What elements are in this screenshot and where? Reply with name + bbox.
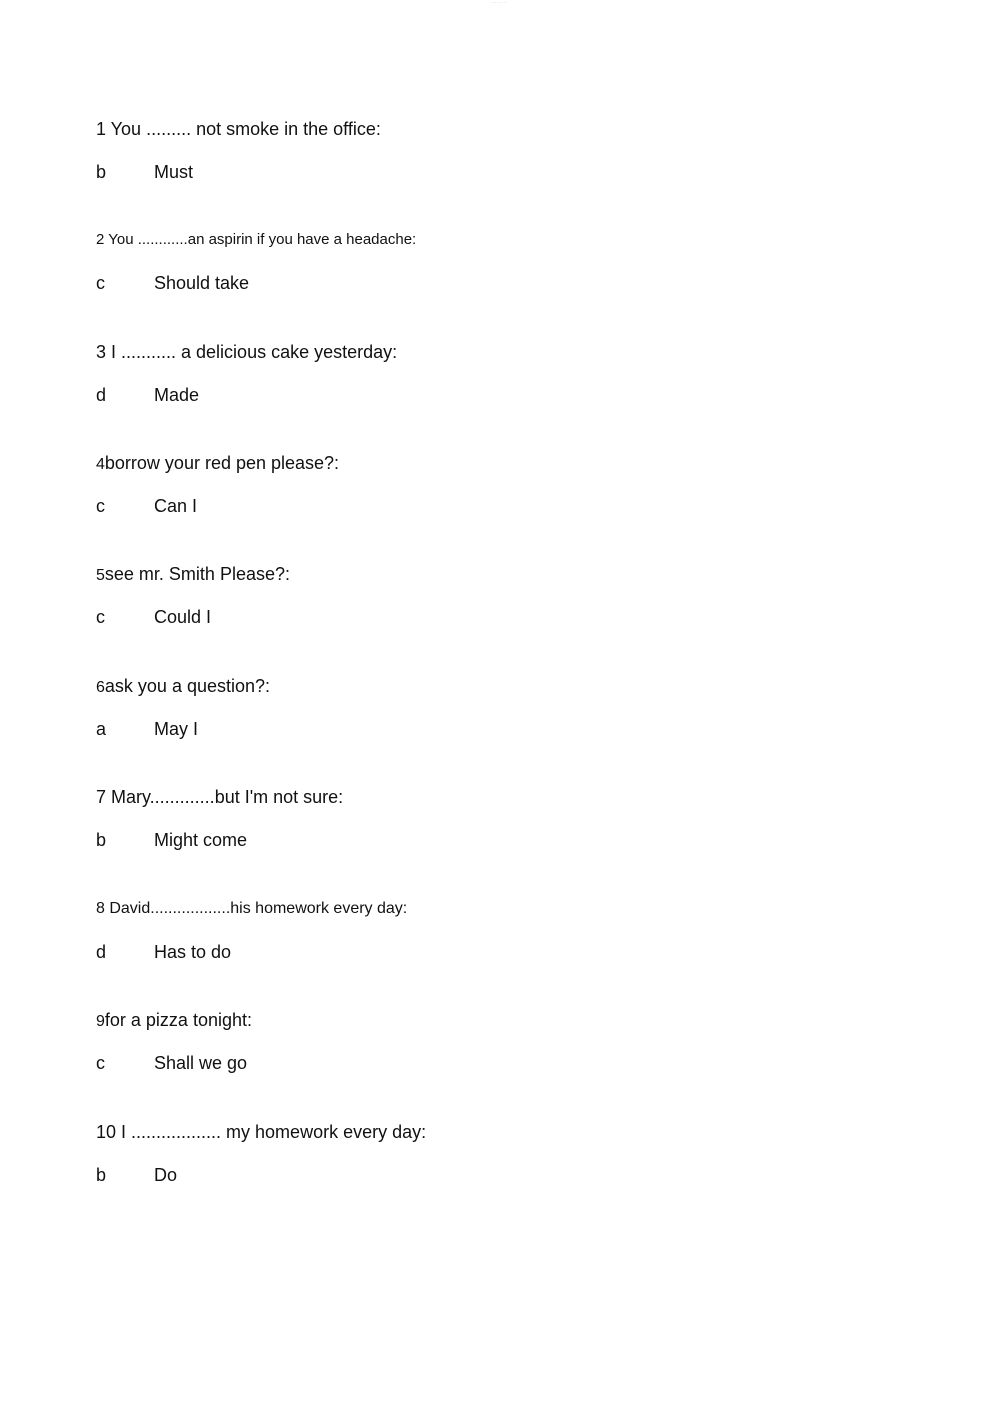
answer-row [96, 606, 211, 628]
answer-text: Can I [154, 496, 198, 516]
answer-row [96, 941, 231, 963]
answer-letter: a [96, 719, 107, 739]
answer-letter: c [96, 496, 105, 516]
question-number: 9 [96, 1013, 105, 1030]
answer-text: May I [154, 719, 199, 739]
answer-letter: d [96, 942, 107, 962]
answer-text: Must [154, 162, 194, 182]
answer-text: Has to do [154, 942, 232, 962]
question-prompt-text: for a pizza tonight: [104, 1010, 252, 1030]
answer-letter: d [96, 385, 107, 405]
answer-text: Should take [154, 273, 250, 293]
answer-row [96, 718, 198, 740]
question-prompt [96, 1009, 252, 1033]
answer-text: Made [154, 385, 200, 405]
question-prompt [96, 452, 339, 476]
answer-letter: b [96, 1165, 107, 1185]
question-number: 6 [96, 679, 105, 696]
answer-row [96, 272, 249, 294]
question-prompt-text: see mr. Smith Please?: [104, 564, 290, 584]
answer-row [96, 1164, 177, 1186]
question-prompt: 8 David..................his homework every day: [96, 900, 408, 917]
question-prompt [96, 563, 290, 587]
answer-letter: b [96, 162, 107, 182]
question-prompt-text: borrow your red pen please?: [104, 453, 340, 473]
question-prompt-text: ask you a question?: [104, 676, 271, 696]
question-prompt [96, 675, 270, 699]
answer-text: Shall we go [154, 1053, 248, 1073]
answer-row [96, 829, 247, 851]
answer-text: Do [154, 1165, 178, 1185]
answer-letter: c [96, 607, 105, 627]
answer-letter: c [96, 1053, 105, 1073]
question-prompt: 7 Mary.............but I'm not sure: [96, 787, 344, 807]
answer-row [96, 1052, 247, 1074]
answer-row [96, 161, 193, 183]
question-prompt: 2 You ............an aspirin if you have a headache: [96, 231, 417, 248]
answer-text: Could I [154, 607, 212, 627]
question-prompt: 10 I .................. my homework every day: [96, 1122, 427, 1142]
question-prompt: 1 You ......... not smoke in the office: [96, 119, 381, 139]
question-prompt: 3 I ........... a delicious cake yesterday: [96, 342, 398, 362]
answer-row [96, 384, 199, 406]
page-header-mark: ··· ····· [491, 0, 508, 5]
answer-row [96, 495, 197, 517]
answer-letter: b [96, 830, 107, 850]
answer-text: Might come [154, 830, 248, 850]
question-number: 5 [96, 567, 105, 584]
question-number: 4 [96, 456, 105, 473]
answer-letter: c [96, 273, 105, 293]
